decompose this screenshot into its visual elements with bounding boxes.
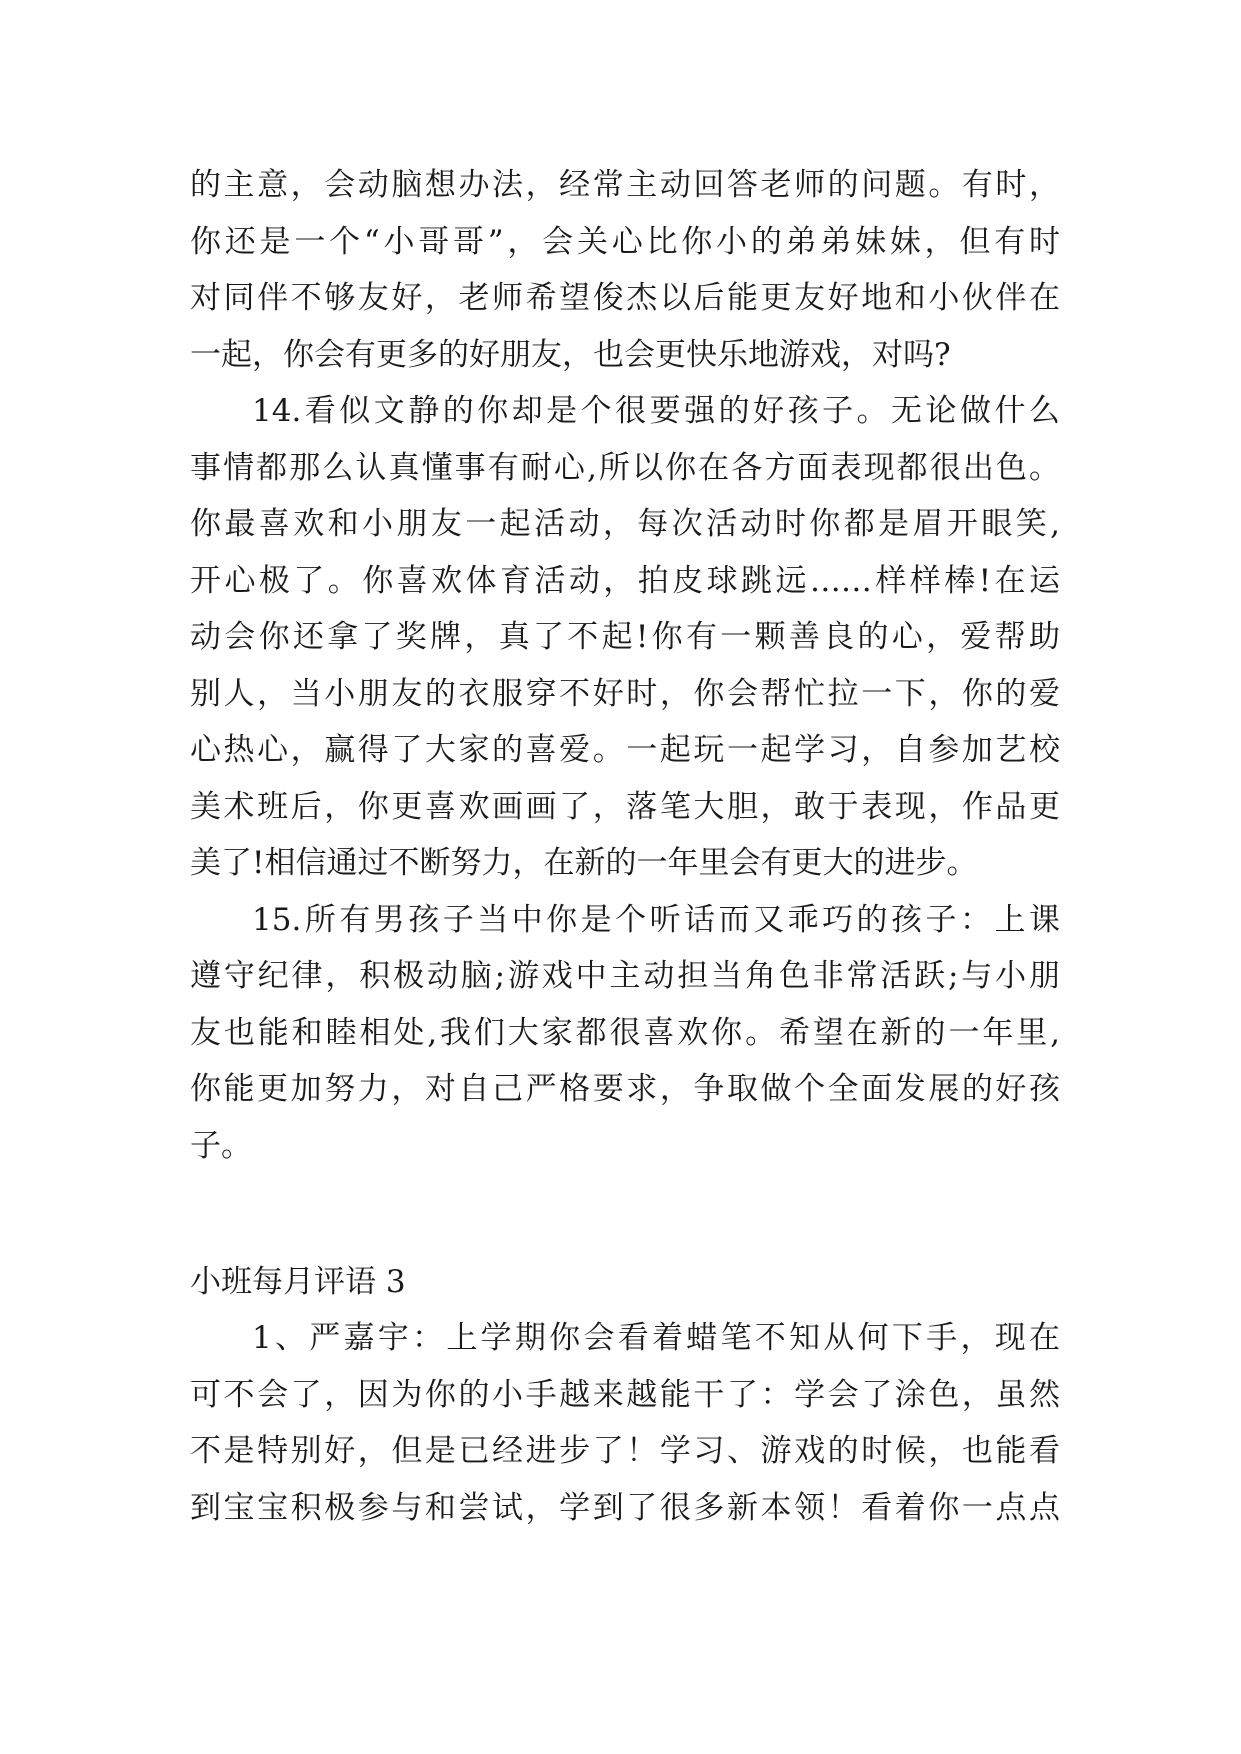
text-line: 你最喜欢和小朋友一起活动，每次活动时你都是眉开眼笑, [190, 506, 1060, 542]
text-line: 别人，当小朋友的衣服穿不好时，你会帮忙拉一下，你的爱 [190, 676, 1060, 712]
text-line: 一起，你会有更多的好朋友，也会更快乐地游戏，对吗? [190, 337, 951, 373]
text-line: 15.所有男孩子当中你是个听话而又乖巧的孩子：上课 [252, 902, 1060, 938]
text-line: 可不会了，因为你的小手越来越能干了：学会了涂色，虽然 [190, 1377, 1060, 1413]
text-line: 事情都那么认真懂事有耐心,所以你在各方面表现都很出色。 [190, 450, 1060, 486]
text-line: 对同伴不够友好，老师希望俊杰以后能更友好地和小伙伴在 [190, 280, 1060, 316]
text-line: 14.看似文静的你却是个很要强的好孩子。无论做什么 [252, 393, 1060, 429]
text-line: 遵守纪律，积极动脑;游戏中主动担当角色非常活跃;与小朋 [190, 958, 1060, 994]
text-line: 到宝宝积极参与和尝试，学到了很多新本领！看着你一点点 [190, 1490, 1060, 1526]
text-line: 心热心，赢得了大家的喜爱。一起玩一起学习，自参加艺校 [190, 732, 1060, 768]
text-line: 子。 [190, 1128, 252, 1164]
text-line: 开心极了。你喜欢体育活动，拍皮球跳远……样样棒!在运 [190, 563, 1060, 599]
text-line: 不是特别好，但是已经进步了！学习、游戏的时候，也能看 [190, 1433, 1060, 1469]
text-line: 友也能和睦相处,我们大家都很喜欢你。希望在新的一年里, [190, 1015, 1060, 1051]
section-heading: 小班每月评语 3 [190, 1264, 406, 1300]
text-line: 动会你还拿了奖牌，真了不起!你有一颗善良的心，爱帮助 [190, 619, 1060, 655]
text-line: 美了!相信通过不断努力，在新的一年里会有更大的进步。 [190, 845, 978, 881]
text-line: 美术班后，你更喜欢画画了，落笔大胆，敢于表现，作品更 [190, 789, 1060, 825]
text-line: 你还是一个“小哥哥”，会关心比你小的弟弟妹妹，但有时 [190, 224, 1060, 260]
text-line: 你能更加努力，对自己严格要求，争取做个全面发展的好孩 [190, 1071, 1060, 1107]
text-line: 的主意，会动脑想办法，经常主动回答老师的问题。有时， [190, 167, 1060, 203]
text-line: 1、严嘉宇：上学期你会看着蜡笔不知从何下手，现在 [252, 1320, 1060, 1356]
